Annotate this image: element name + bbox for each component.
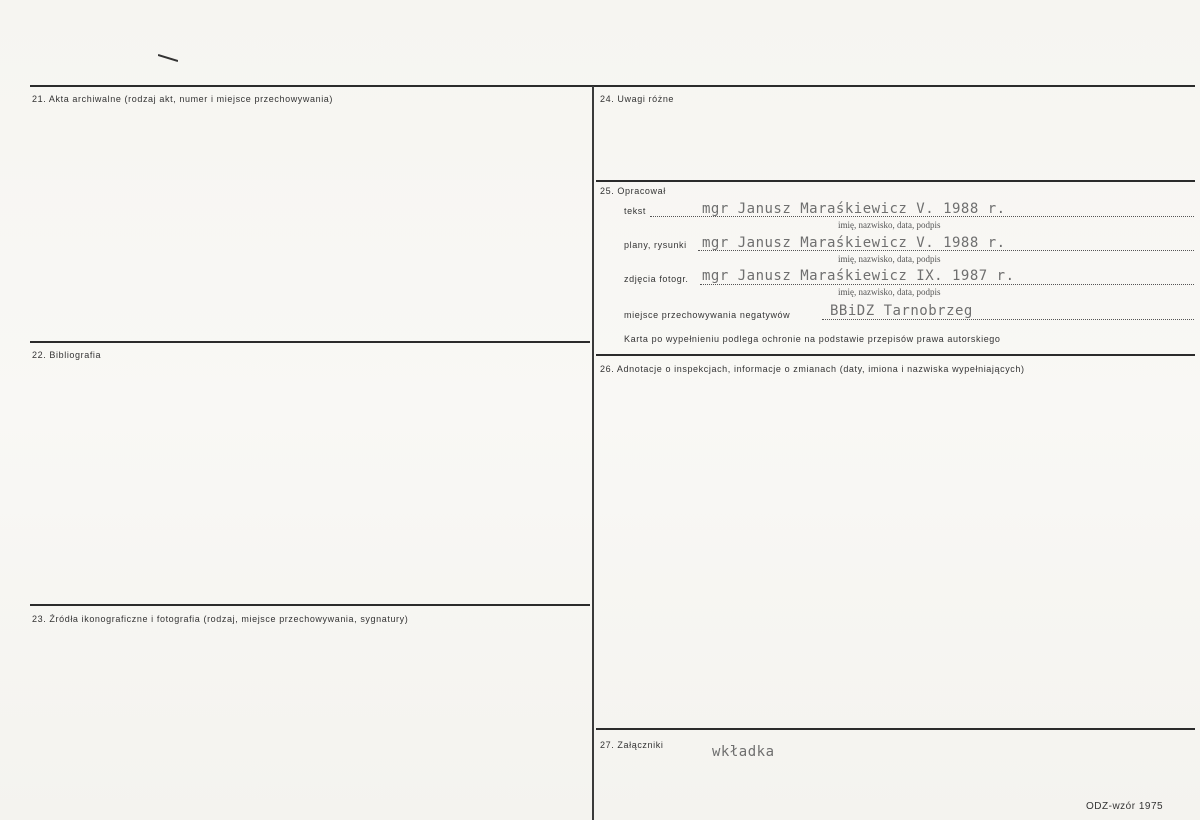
rule-21-22 [30,341,590,343]
rule-22-23 [30,604,590,606]
rule-26-27 [596,728,1195,730]
tekst-label: tekst [624,206,647,216]
top-rule [30,85,1195,87]
section-24-label: 24. Uwagi różne [600,94,675,104]
tekst-value: mgr Janusz Maraśkiewicz V. 1988 r. [702,201,1006,217]
zdjecia-caption: imię, nazwisko, data, podpis [838,287,941,297]
section-27-label: 27. Załączniki [600,740,664,750]
negatywy-dotted-line [822,319,1194,320]
attachment-value: wkładka [712,744,775,760]
rule-25-26 [596,354,1195,356]
negatywy-value: BBiDZ Tarnobrzeg [830,303,973,319]
plany-label: plany, rysunki [624,240,687,250]
plany-value: mgr Janusz Maraśkiewicz V. 1988 r. [702,235,1006,251]
section-23-label: 23. Źródła ikonograficzne i fotografia (rodzaj, miejsce przechowywania, sygnatury) [32,614,409,624]
copyright-note: Karta po wypełnieniu podlega ochronie na podstawie przepisów prawa autorskiego [624,334,1001,344]
section-22-label: 22. Bibliografia [32,350,102,360]
rule-24-25 [596,180,1195,182]
section-25-label: 25. Opracował [600,186,666,196]
column-divider [592,86,594,820]
tekst-caption: imię, nazwisko, data, podpis [838,220,941,230]
plany-caption: imię, nazwisko, data, podpis [838,254,941,264]
zdjecia-value: mgr Janusz Maraśkiewicz IX. 1987 r. [702,268,1015,284]
section-21-label: 21. Akta archiwalne (rodzaj akt, numer i miejsce przechowywania) [32,94,334,104]
pen-stroke-mark [158,54,178,62]
section-26-label: 26. Adnotacje o inspekcjach, informacje o zmianach (daty, imiona i nazwiska wypełniających) [600,364,1025,374]
zdjecia-label: zdjęcia fotogr. [624,274,689,284]
negatywy-label: miejsce przechowywania negatywów [624,310,791,320]
zdjecia-dotted-line [700,284,1194,285]
form-model-mark: ODZ-wzór 1975 [1086,801,1164,812]
